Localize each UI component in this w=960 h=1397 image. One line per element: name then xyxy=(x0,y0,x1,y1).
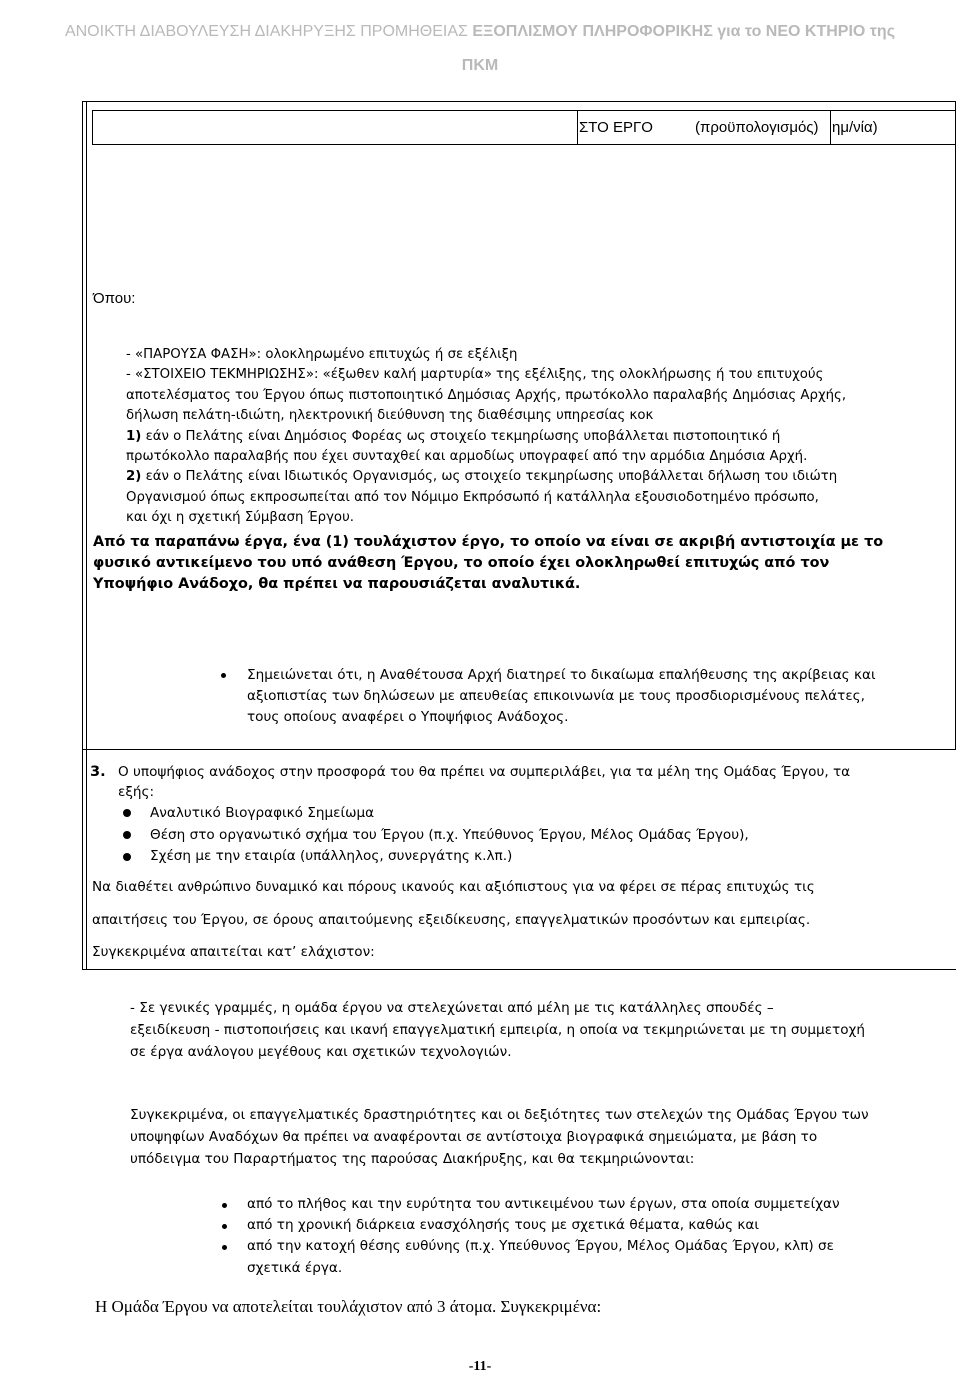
team-size-statement: Η Ομάδα Έργου να αποτελείται τουλάχιστον από 3 άτομα. Συγκεκριμένα: xyxy=(95,1297,602,1316)
bullet-icon xyxy=(123,809,131,817)
list-item: σχετικά έργα. xyxy=(247,1259,343,1276)
case1-line: πρωτόκολλο παραλαβής που έχει συνταχθεί και αρμοδίως υπογραφεί από την αρμόδια Δημόσια Αρχή. xyxy=(126,449,808,465)
note-block xyxy=(247,665,876,728)
minimum-requirement: Συγκεκριμένα απαιτείται κατ’ ελάχιστον: xyxy=(92,944,375,960)
general-line: σε έργα ανάλογου μεγέθους και σχετικών τεχνολογιών. xyxy=(130,1043,512,1060)
note-line: Σημειώνεται ότι, η Αναθέτουσα Αρχή διατηρεί το δικαίωμα επαλήθευσης της ακρίβειας και xyxy=(247,667,876,683)
requirement-line: Από τα παραπάνω έργα, ένα (1) τουλάχιστον έργο, το οποίο να είναι σε ακριβή αντιστοιχία με το xyxy=(93,534,884,550)
where-label: Όπου: xyxy=(93,290,136,307)
case1-number: 1) xyxy=(126,428,142,444)
section-number: 3. xyxy=(90,764,106,780)
table-border-right xyxy=(955,101,956,749)
case2-number: 2) xyxy=(126,469,142,485)
bullet-icon xyxy=(222,1224,227,1229)
definition-line: δήλωση πελάτη-ιδιώτη, ηλεκτρονική διεύθυνση της διαθέσιμης υπηρεσίας κοκ xyxy=(126,408,654,424)
requirement-line: φυσικό αντικείμενο του υπό ανάθεση Έργου, το οποίο έχει ολοκληρωθεί επιτυχώς από τον xyxy=(93,555,830,572)
table-col-divider xyxy=(577,110,578,144)
document-header-line1 xyxy=(0,22,960,42)
section-border-top xyxy=(82,749,956,750)
bullet-icon xyxy=(222,1203,227,1208)
table-row-left xyxy=(92,110,93,144)
table-row-top xyxy=(92,110,956,111)
section-border-left-inner xyxy=(86,749,87,969)
header-bold-text: ΕΞΟΠΛΙΣΜΟΥ ΠΛΗΡΟΦΟΡΙΚΗΣ για το ΝΕΟ ΚΤΗΡΙΟ της xyxy=(472,23,896,40)
case2-line: και όχι η σχετική Σύμβαση Έργου. xyxy=(126,510,354,526)
table-cell-budget: (προϋπολογισμός) xyxy=(695,119,819,136)
requirement-paragraph xyxy=(93,532,953,596)
note-line: τους οποίους αναφέρει ο Υποψήφιος Ανάδοχος. xyxy=(247,709,569,725)
definition-line: - «ΠΑΡΟΥΣΑ ΦΑΣΗ»: ολοκληρωμένο επιτυχώς ή σε εξέλιξη xyxy=(126,347,518,362)
list-item: από το πλήθος και την ευρύτητα του αντικειμένου των έργων, στα οποία συμμετείχαν xyxy=(247,1196,840,1212)
bullet-icon xyxy=(123,853,131,861)
specific-requirement xyxy=(130,1105,869,1170)
list-item: Αναλυτικό Βιογραφικό Σημείωμα xyxy=(150,805,375,821)
bullet-icon xyxy=(123,831,131,839)
bullet-icon xyxy=(221,673,226,678)
list-item: από τη χρονική διάρκεια ενασχόλησής τους με σχετικά θέματα, καθώς και xyxy=(247,1217,759,1234)
section-border-left xyxy=(82,749,83,969)
resources-line: Να διαθέτει ανθρώπινο δυναμικό και πόρους ικανούς και αξιόπιστους για να φέρει σε πέρας επιτυχώς τις xyxy=(92,879,815,895)
specific-line: Συγκεκριμένα, οι επαγγελματικές δραστηριότητες και οι δεξιότητες των στελεχών της Ομάδας Έργου των xyxy=(130,1107,869,1123)
table-border-left xyxy=(82,101,87,749)
intro-line: εξής: xyxy=(118,784,155,801)
list-item: Θέση στο οργανωτικό σχήμα του Έργου (π.χ. Υπεύθυνος Έργου, Μέλος Ομάδας Έργου), xyxy=(150,826,749,843)
list-item: από την κατοχή θέσης ευθύνης (π.χ. Υπεύθυνος Έργου, Μέλος Ομάδας Έργου, κλπ) σε xyxy=(247,1238,834,1255)
definition-line: αποτελέσματος του Έργου όπως πιστοποιητικό Δημόσιας Αρχής, πρωτόκολλο παραλαβής Δημόσιας Αρχής, xyxy=(126,387,847,403)
table-cell-project: ΣΤΟ ΕΡΓΟ xyxy=(579,119,653,136)
general-line: εξειδίκευση - πιστοποιήσεις και ικανή επαγγελματική εμπειρία, η οποία να τεκμηριώνεται με τη συμμετοχή xyxy=(130,1021,866,1038)
section3-intro xyxy=(118,762,850,803)
table-cell-date: ημ/νία) xyxy=(832,119,878,136)
page-number: -11- xyxy=(468,1359,492,1374)
list-item: Σχέση με την εταιρία (υπάλληλος, συνεργάτης κ.λπ.) xyxy=(150,848,513,864)
definitions-block xyxy=(126,345,846,529)
case1-line: 1) εάν ο Πελάτης είναι Δημόσιος Φορέας ως στοιχείο τεκμηρίωσης υποβάλλεται πιστοποιητικό ή xyxy=(126,428,781,444)
evidence-list xyxy=(247,1194,840,1279)
case2-line: Οργανισμού όπως εκπροσωπείται από τον Νόμιμο Εκπρόσωπό ή κατάλληλα εξουσιοδοτημένο πρόσωπο, xyxy=(126,489,819,505)
required-items-list xyxy=(150,803,749,868)
general-requirement xyxy=(130,998,865,1063)
requirement-line: Υποψήφιο Ανάδοχο, θα πρέπει να παρουσιάζεται αναλυτικά. xyxy=(93,576,581,593)
definition-line: - «ΣΤΟΙΧΕΙΟ ΤΕΚΜΗΡΙΩΣΗΣ»: «έξωθεν καλή μαρτυρία» της εξέλιξης, της ολοκλήρωσης ή του επιτυχούς xyxy=(126,367,824,383)
table-border-top xyxy=(82,101,956,102)
resources-line: απαιτήσεις του Έργου, σε όρους απαιτούμενης εξειδίκευσης, επαγγελματικών προσόντων και εμπειρίας. xyxy=(92,912,811,928)
section-divider xyxy=(82,969,956,970)
case2-line: 2) εάν ο Πελάτης είναι Ιδιωτικός Οργανισμός, ως στοιχείο τεκμηρίωσης υποβάλλεται δήλωση του ιδιώτη xyxy=(126,469,838,485)
specific-line: υπόδειγμα του Παραρτήματος της παρούσας Διακήρυξης, και θα τεκμηριώνονται: xyxy=(130,1150,695,1167)
header-regular-text: ΑΝΟΙΚΤΗ ΔΙΑΒΟΥΛΕΥΣΗ ΔΙΑΚΗΡΥΞΗΣ ΠΡΟΜΗΘΕΙΑΣ xyxy=(64,23,473,40)
table-row-bottom xyxy=(92,144,956,145)
bullet-icon xyxy=(222,1245,227,1250)
intro-line: Ο υποψήφιος ανάδοχος στην προσφορά του θα πρέπει να συμπεριλάβει, για τα μέλη της Ομάδας Έργου, τα xyxy=(118,764,851,780)
table-col-divider xyxy=(830,110,831,144)
specific-line: υποψηφίων Αναδόχων θα πρέπει να αναφέρονται σε αντίστοιχα βιογραφικά σημειώματα, με βάση το xyxy=(130,1128,818,1145)
document-header-line2: ΠΚΜ xyxy=(461,57,499,74)
general-line: - Σε γενικές γραμμές, η ομάδα έργου να στελεχώνεται από μέλη με τις κατάλληλες σπουδές – xyxy=(130,1000,774,1016)
note-line: αξιοπιστίας των δηλώσεων με απευθείας επικοινωνία με τους προσδιορισμένους πελάτες, xyxy=(247,688,865,704)
